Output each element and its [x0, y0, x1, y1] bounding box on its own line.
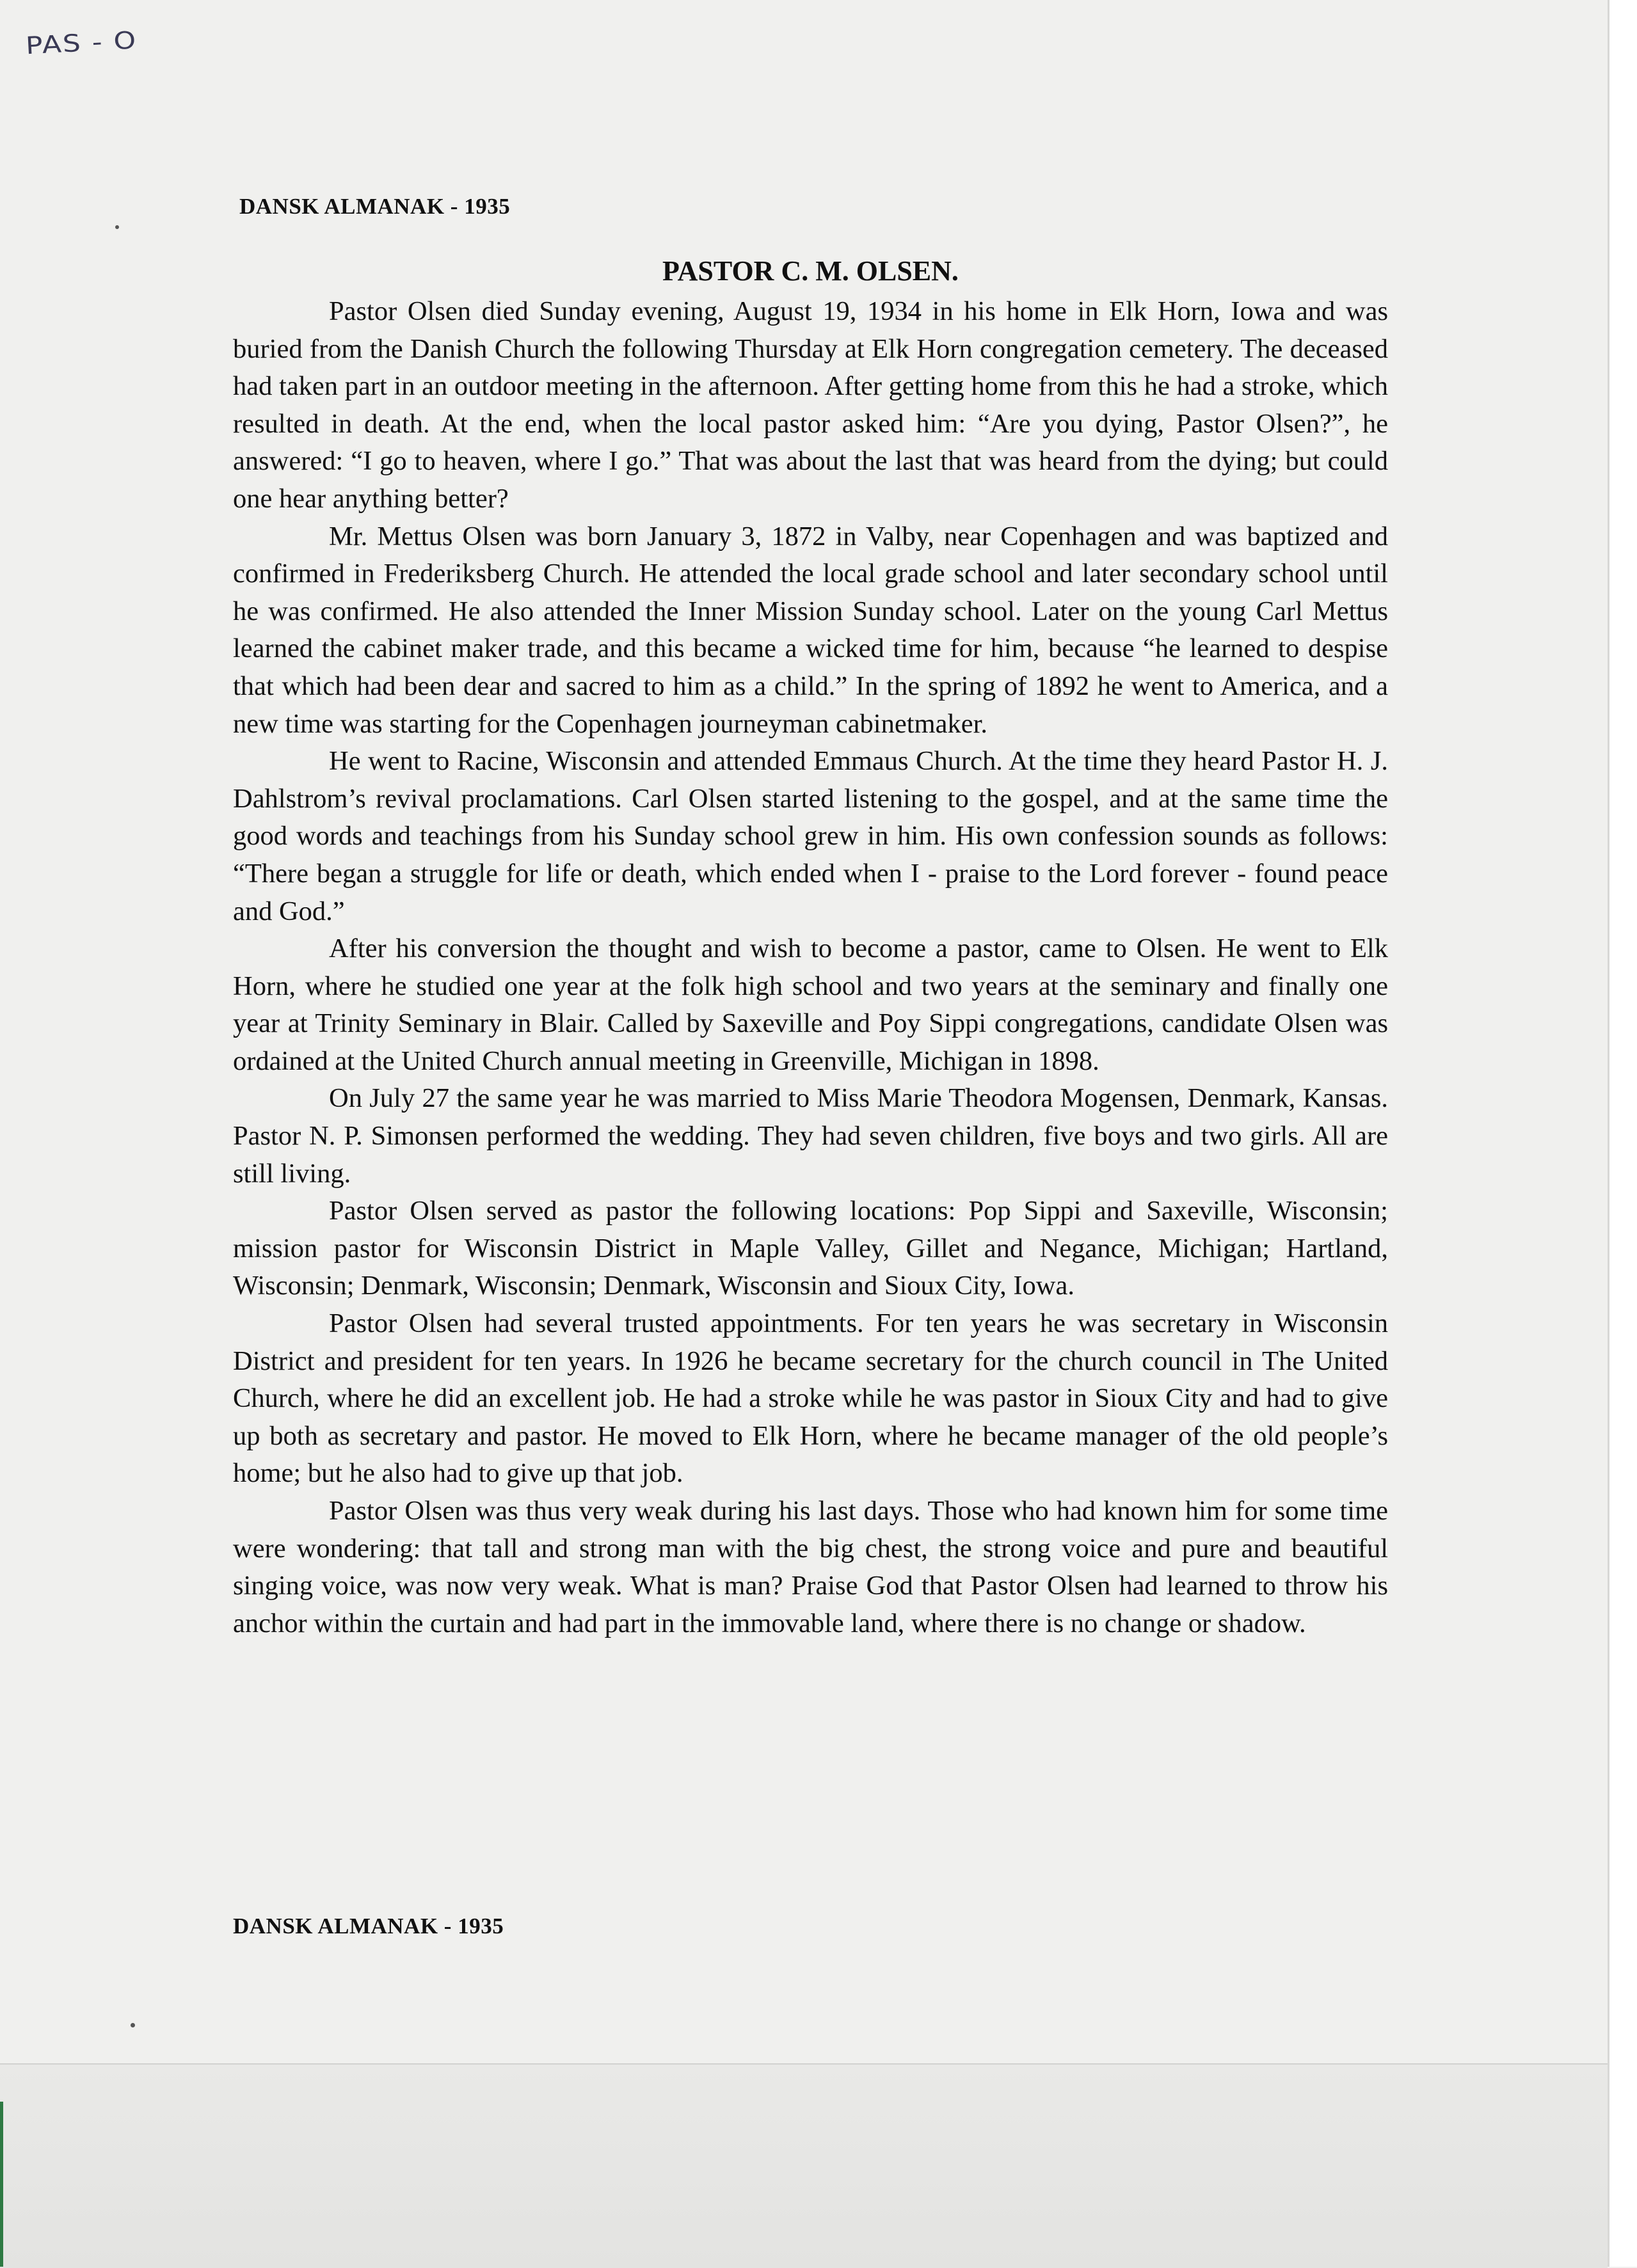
footer-label: DANSK ALMANAK - 1935	[233, 1914, 504, 1939]
paragraph: Pastor Olsen was thus very weak during his last days. Those who had known him for some time were wondering: that tall and strong man with the big chest, the strong voice and pure and beautiful singing voice, was now very weak. What is man? Praise God that Pastor Olsen had learned to throw his anchor within the curtain and had part in the immovable land, where there is no change or shadow.	[233, 1496, 1388, 1638]
header-label: DANSK ALMANAK - 1935	[239, 194, 511, 219]
handwritten-note: PAS - O	[24, 26, 138, 60]
paragraph: He went to Racine, Wisconsin and attended Emmaus Church. At the time they heard Pastor H. J. Dahlstrom’s revival proclamations. Carl Olsen started listening to the gospel, and at the same time the good words and teachings from his Sunday school grew in him. His own confession sounds as follows: “There began a struggle for life or death, which ended when I - praise to the Lord forever - found peace and God.”	[233, 746, 1388, 926]
scan-edge-mark	[0, 2102, 3, 2267]
paragraph: Pastor Olsen served as pastor the following locations: Pop Sippi and Saxeville, Wisconsin; mission pastor for Wisconsin District in Maple Valley, Gillet and Negance, Michigan; Hartland, Wisconsin; Denmark, Wisconsin; Denmark, Wisconsin and Sioux City, Iowa.	[233, 1196, 1388, 1301]
paragraph: Pastor Olsen died Sunday evening, August 19, 1934 in his home in Elk Horn, Iowa and was buried from the Danish Church the following Thursday at Elk Horn congregation cemetery. The deceased had taken part in an outdoor meeting in the afternoon. After getting home from this he had a stroke, which resulted in death. At the end, when the local pastor asked him: “Are you dying, Pastor Olsen?”, he answered: “I go to heaven, where I go.” That was about the last that was heard from the dying; but could one hear anything better?	[233, 296, 1388, 514]
paragraph: On July 27 the same year he was married to Miss Marie Theodora Mogensen, Denmark, Kansas. Pastor N. P. Simonsen performed the wedding. They had seven children, five boys and two girls. All are still living.	[233, 1083, 1388, 1189]
scan-speck	[115, 225, 119, 229]
scan-right-margin	[1608, 0, 1637, 2267]
scan-speck	[131, 2023, 135, 2027]
paragraph: Mr. Mettus Olsen was born January 3, 1872 in Valby, near Copenhagen and was baptized and confirmed in Frederiksberg Church. He attended the local grade school and later secondary school until he was confirmed. He also attended the Inner Mission Sunday school. Later on the young Carl Mettus learned the cabinet maker trade, and this became a wicked time for him, because “he learned to despise that which had been dear and sacred to him as a child.” In the spring of 1892 he went to America, and a new time was starting for the Copenhagen journeyman cabinetmaker.	[233, 521, 1388, 739]
article-body	[233, 293, 1388, 1642]
paragraph: After his conversion the thought and wish to become a pastor, came to Olsen. He went to Elk Horn, where he studied one year at the folk high school and two years at the seminary and finally one year at Trinity Seminary in Blair. Called by Saxeville and Poy Sippi congregations, candidate Olsen was ordained at the United Church annual meeting in Greenville, Michigan in 1898.	[233, 933, 1388, 1076]
page-title: PASTOR C. M. OLSEN.	[662, 255, 959, 287]
paragraph: Pastor Olsen had several trusted appointments. For ten years he was secretary in Wisconsin District and president for ten years. In 1926 he became secretary for the church council in The United Church, where he did an excellent job. He had a stroke while he was pastor in Sioux City and had to give up both as secretary and pastor. He moved to Elk Horn, where he became manager of the old people’s home; but he also had to give up that job.	[233, 1308, 1388, 1489]
page-bottom-shadow	[0, 2063, 1608, 2268]
